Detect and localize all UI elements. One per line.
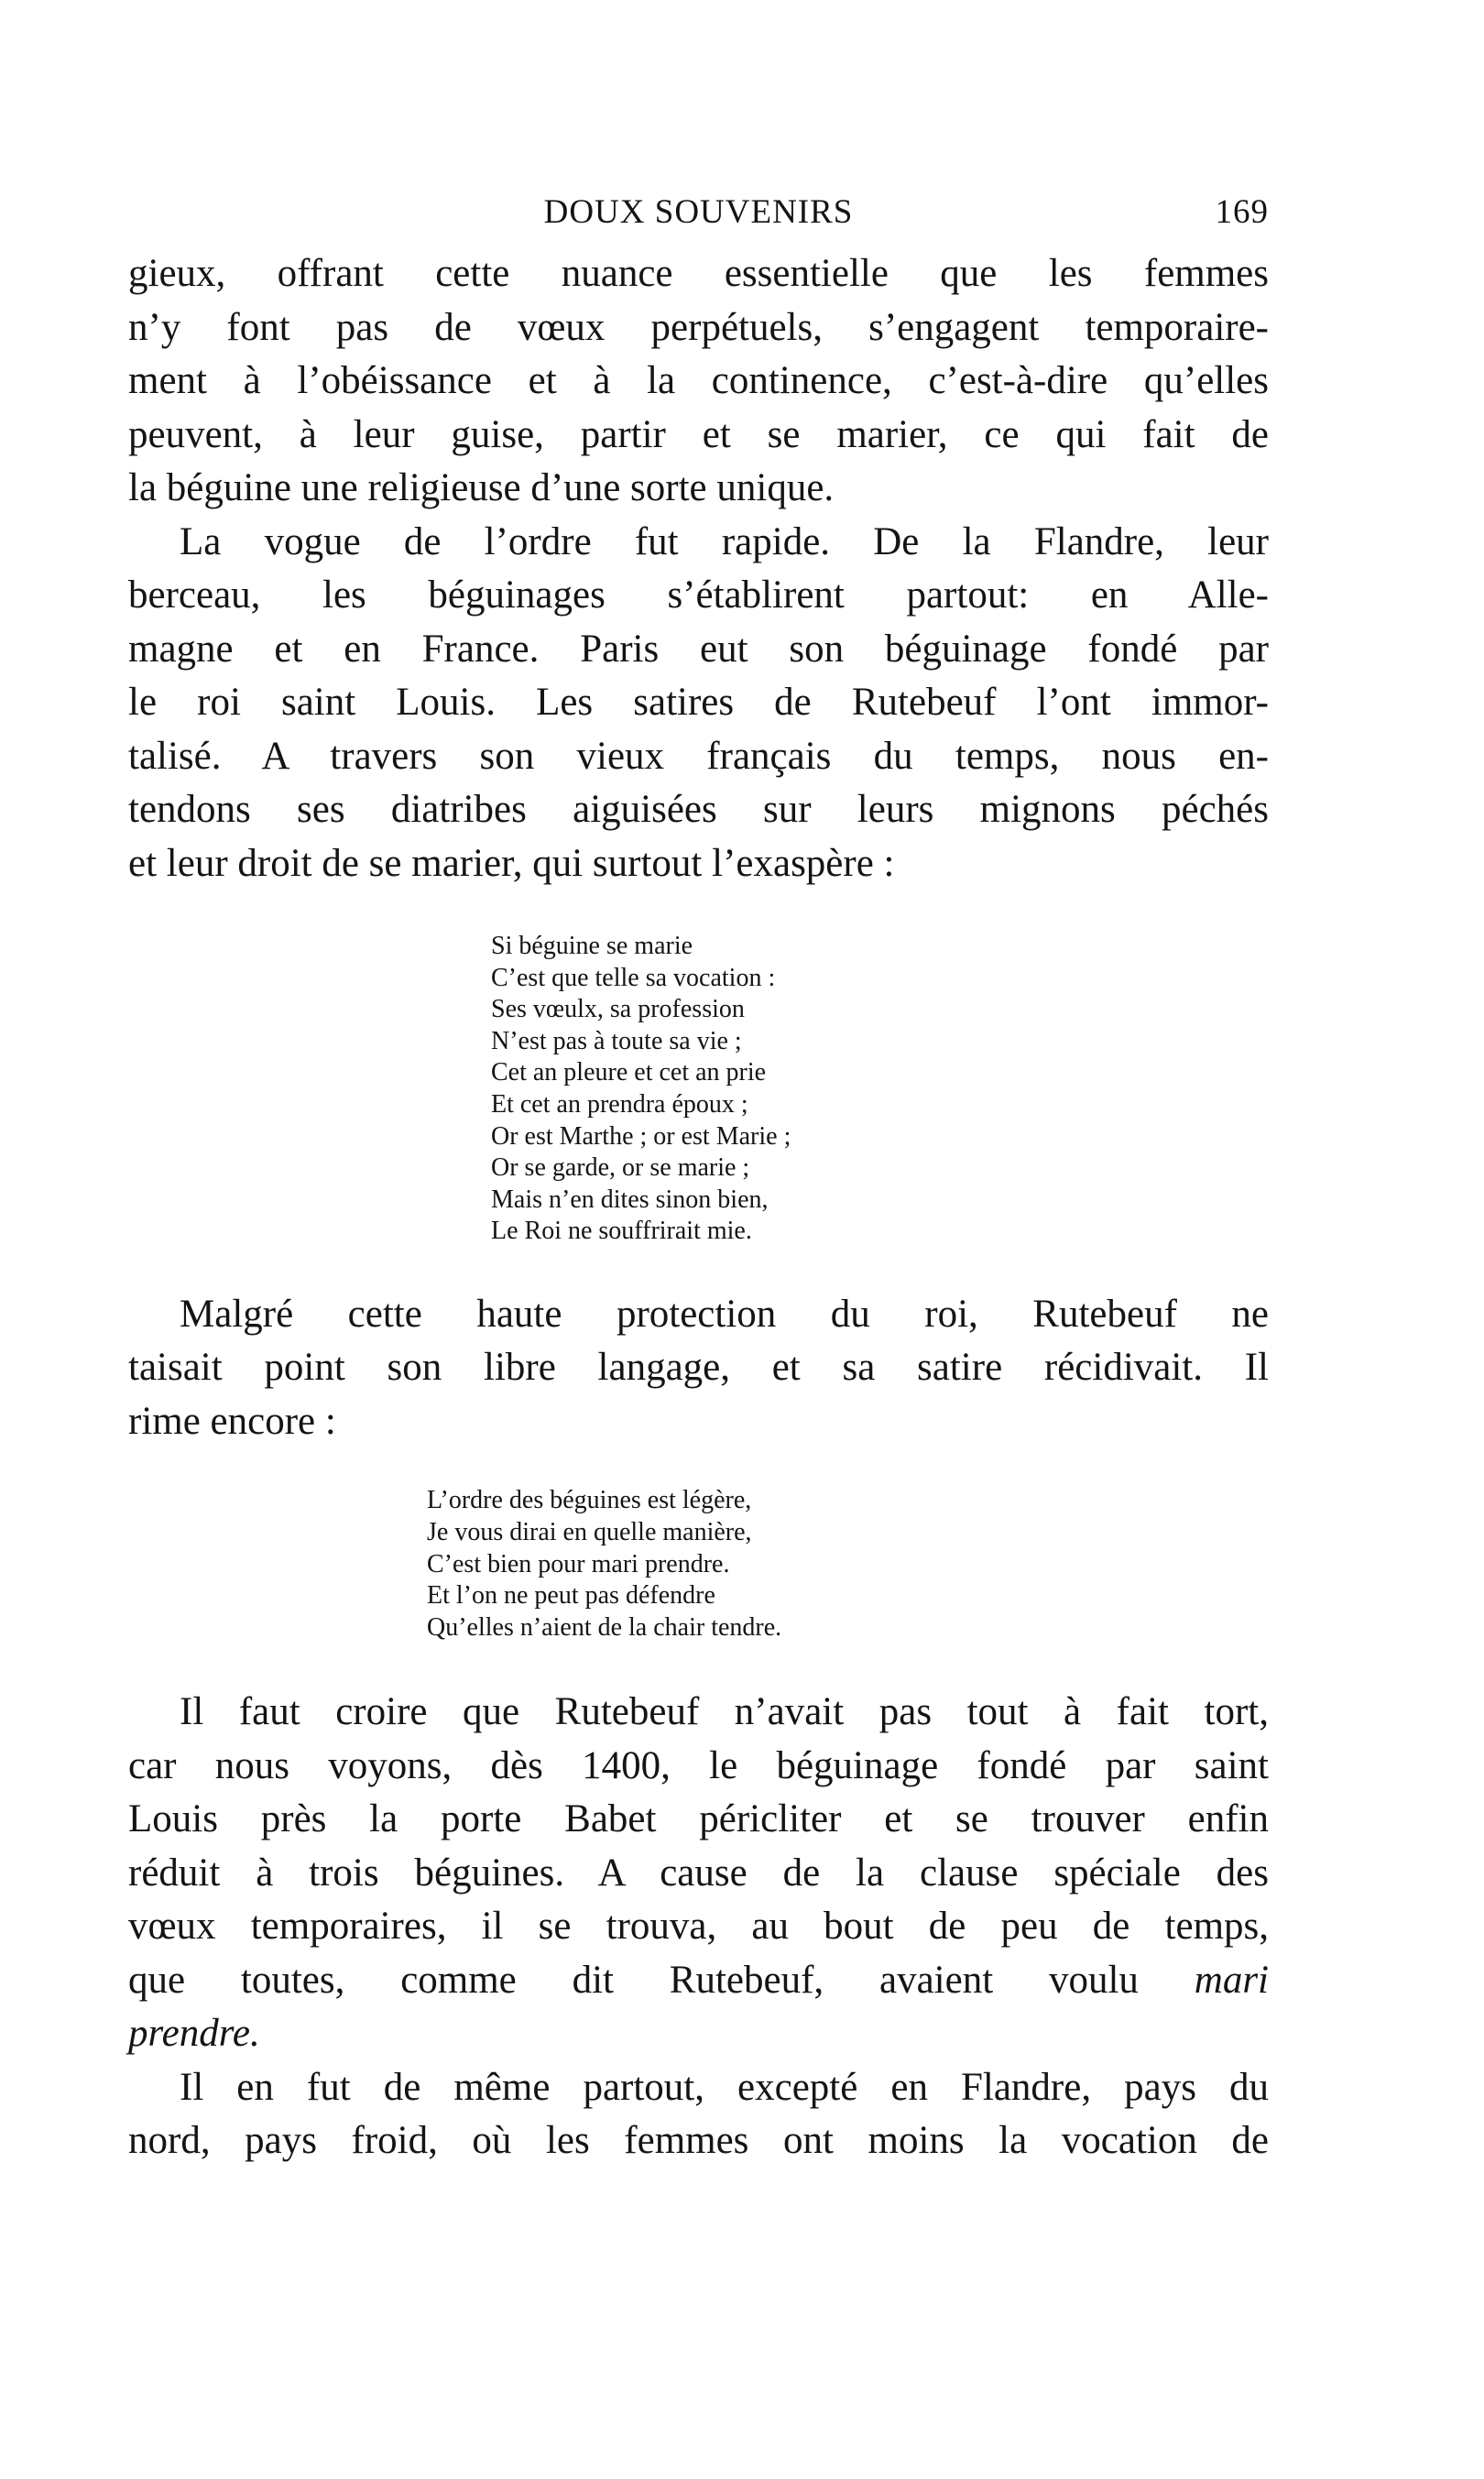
paragraph-3 (128, 1288, 1269, 1449)
poem-verse: N’est pas à toute sa vie ; (491, 1026, 742, 1055)
text-line: la béguine une religieuse d’une sorte unique. (128, 466, 835, 509)
text-line: gieux, offrant cette nuance essentielle que les femmes (128, 252, 1269, 295)
italic-word: mari (1194, 1958, 1269, 2002)
text-line: taisait point son libre langage, et sa satire récidivait. Il (128, 1346, 1269, 1390)
paragraph-4 (128, 1686, 1269, 2061)
book-page (128, 192, 1269, 2168)
paragraph-5 (128, 2061, 1269, 2168)
italic-word: prendre. (128, 2012, 260, 2056)
text-line: Louis près la porte Babet péricliter et se trouver enfin (128, 1797, 1269, 1841)
text-line: Malgré cette haute protection du roi, Rutebeuf ne (180, 1292, 1269, 1336)
running-title: DOUX SOUVENIRS (543, 193, 854, 231)
poem-verse: Le Roi ne souffrirait mie. (491, 1217, 752, 1246)
paragraph-2 (128, 516, 1269, 891)
text-line: et leur droit de se marier, qui surtout l’exaspère : (128, 841, 895, 885)
text-line: peuvent, à leur guise, partir et se marier, ce qui fait de (128, 412, 1269, 456)
poem-verse: C’est que telle sa vocation : (491, 963, 776, 992)
text-segment: que toutes, comme dit Rutebeuf, avaient voulu (128, 1958, 1139, 2002)
poem-verse: Or se garde, or se marie ; (491, 1153, 750, 1183)
poem-verse: Et cet an prendra époux ; (491, 1089, 748, 1119)
text-line: rime encore : (128, 1399, 336, 1443)
text-line-with-italic (128, 1954, 1269, 2008)
poem-verse: Qu’elles n’aient de la chair tendre. (427, 1612, 782, 1642)
text-line: n’y font pas de vœux perpétuels, s’engagent temporaire- (128, 305, 1269, 349)
text-line: réduit à trois béguines. A cause de la clause spéciale des (128, 1851, 1269, 1895)
poem-verse: Ses vœulx, sa profession (491, 995, 745, 1024)
text-line: car nous voyons, dès 1400, le béguinage fondé par saint (128, 1743, 1269, 1787)
poem-verse: L’ordre des béguines est légère, (427, 1486, 752, 1515)
poem-verse: Mais n’en dites sinon bien, (491, 1185, 769, 1214)
poem-verse: Si béguine se marie (491, 932, 693, 960)
paragraph-1 (128, 247, 1269, 516)
text-line: magne et en France. Paris eut son béguinage fondé par (128, 627, 1269, 671)
poem-verse: C’est bien pour mari prendre. (427, 1549, 730, 1578)
text-line: nord, pays froid, où les femmes ont moins la vocation de (128, 2119, 1269, 2163)
text-line: Il faut croire que Rutebeuf n’avait pas tout à fait tort, (180, 1690, 1269, 1734)
text-line: Il en fut de même partout, excepté en Flandre, pays du (180, 2065, 1269, 2109)
poem-verse: Je vous dirai en quelle manière, (427, 1518, 752, 1547)
poem-verse: Et l’on ne peut pas défendre (427, 1581, 715, 1611)
text-line: ment à l’obéissance et à la continence, c’est-à-dire qu’elles (128, 359, 1269, 402)
poem-verse: Or est Marthe ; or est Marie ; (491, 1121, 791, 1151)
text-line: La vogue de l’ordre fut rapide. De la Flandre, leur (180, 519, 1269, 563)
text-line: vœux temporaires, il se trouva, au bout de peu de temps, (128, 1905, 1269, 1949)
page-header (128, 192, 1269, 247)
page-number: 169 (1215, 193, 1269, 231)
text-line: le roi saint Louis. Les satires de Rutebeuf l’ont immor- (128, 681, 1269, 724)
poem-quote-1 (491, 931, 1269, 1248)
text-line: talisé. A travers son vieux français du temps, nous en- (128, 734, 1269, 778)
poem-verse: Cet an pleure et cet an prie (491, 1058, 767, 1087)
text-line (128, 2007, 1269, 2061)
text-line: berceau, les béguinages s’établirent partout: en Alle- (128, 573, 1269, 617)
text-line: tendons ses diatribes aiguisées sur leurs mignons péchés (128, 788, 1269, 831)
poem-quote-2 (427, 1485, 1269, 1644)
